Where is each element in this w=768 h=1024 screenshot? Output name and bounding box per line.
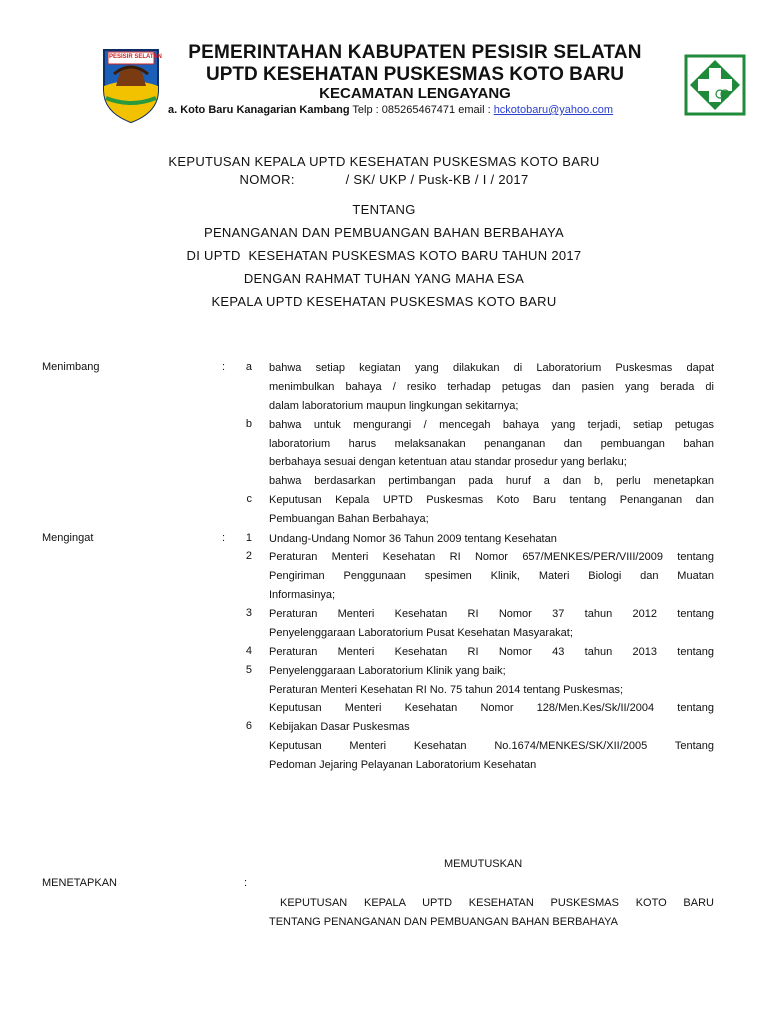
mengingat-line: Keputusan Menteri Kesehatan Nomor 128/Men.Kes/Sk/II/2004 tentang — [269, 702, 714, 714]
regency-logo — [100, 46, 162, 124]
letterhead-address: a. Koto Baru Kanagarian Kambang — [168, 104, 350, 116]
decree-subject-2: DI UPTD KESEHATAN PUSKESMAS KOTO BARU TAHUN 2017 — [186, 248, 582, 263]
mengingat-line: Undang-Undang Nomor 36 Tahun 2009 tentang Kesehatan — [269, 533, 557, 545]
mengingat-marker-3: 3 — [245, 607, 252, 619]
mengingat-line: Pedoman Jejaring Pelayanan Laboratorium Kesehatan — [269, 759, 537, 771]
menetapkan-line-1: KEPUTUSAN KEPALA UPTD KESEHATAN PUSKESMAS KOTO BARU — [280, 897, 714, 909]
letterhead-phone: Telp : 085265467471 email : — [349, 104, 494, 116]
decree-issuer: KEPALA UPTD KESEHATAN PUSKESMAS KOTO BARU — [211, 294, 557, 309]
menetapkan-colon: : — [244, 877, 248, 889]
menimbang-marker-c: c — [246, 493, 252, 505]
menetapkan-line-2: TENTANG PENANGANAN DAN PEMBUANGAN BAHAN BERBAHAYA — [269, 916, 619, 928]
mengingat-line: Peraturan Menteri Kesehatan RI No. 75 tahun 2014 tentang Puskesmas; — [269, 684, 624, 696]
mengingat-line: Penyelenggaraan Laboratorium Pusat Kesehatan Masyarakat; — [269, 627, 573, 639]
mengingat-line: Peraturan Menteri Kesehatan RI Nomor 43 tahun 2013 tentang — [269, 646, 714, 658]
menetapkan-label: MENETAPKAN — [42, 877, 117, 889]
decree-invocation: DENGAN RAHMAT TUHAN YANG MAHA ESA — [243, 271, 525, 286]
mengingat-marker-2: 2 — [245, 550, 252, 562]
puskesmas-logo — [684, 54, 746, 116]
menimbang-colon: : — [222, 361, 226, 373]
mengingat-line: Kebijakan Dasar Puskesmas — [269, 721, 410, 733]
menimbang-line: bahwa setiap kegiatan yang dilakukan di Laboratorium Puskesmas dapat — [269, 362, 714, 374]
mengingat-label: Mengingat — [42, 532, 94, 544]
menimbang-line: dalam laboratorium maupun lingkungan sekitarnya; — [269, 400, 519, 412]
decree-tentang: TENTANG — [352, 202, 416, 217]
mengingat-marker-4: 4 — [245, 645, 252, 657]
mengingat-colon: : — [222, 532, 226, 544]
menimbang-line: Pembuangan Bahan Berbahaya; — [269, 513, 429, 525]
decree-number: NOMOR: / SK/ UKP / Pusk-KB / I / 2017 — [239, 172, 529, 187]
mengingat-line: Keputusan Menteri Kesehatan No.1674/MENKES/SK/XII/2005 Tentang — [269, 740, 714, 752]
letterhead-line-1: PEMERINTAHAN KABUPATEN PESISIR SELATAN — [188, 42, 642, 63]
mengingat-line: Informasinya; — [269, 589, 336, 601]
menimbang-marker-a: a — [245, 361, 252, 373]
menimbang-line: bahwa berdasarkan pertimbangan pada huruf a dan b, perlu menetapkan — [269, 475, 714, 487]
mengingat-line: Peraturan Menteri Kesehatan RI Nomor 657/MENKES/PER/VIII/2009 tentang — [269, 551, 714, 563]
mengingat-line: Penyelenggaraan Laboratorium Klinik yang baik; — [269, 665, 506, 677]
menimbang-line: bahwa untuk mengurangi / mencegah bahaya yang terjadi, setiap petugas — [269, 419, 714, 431]
menimbang-label: Menimbang — [42, 361, 100, 373]
letterhead-line-2: UPTD KESEHATAN PUSKESMAS KOTO BARU — [205, 64, 625, 85]
menimbang-marker-b: b — [245, 418, 252, 430]
letterhead-line-3: KECAMATAN LENGAYANG — [319, 85, 511, 102]
mengingat-marker-6: 6 — [245, 720, 252, 732]
memutuskan-heading: MEMUTUSKAN — [444, 858, 523, 870]
mengingat-marker-1: 1 — [245, 532, 252, 544]
menimbang-line: laboratorium harus melaksanakan penanganan dan pembuangan bahan — [269, 438, 714, 450]
mengingat-marker-5: 5 — [245, 664, 252, 676]
decree-subject-1: PENANGANAN DAN PEMBUANGAN BAHAN BERBAHAYA — [203, 225, 564, 240]
mengingat-line: Pengiriman Penggunaan spesimen Klinik, Materi Biologi dan Muatan — [269, 570, 714, 582]
menimbang-line: Keputusan Kepala UPTD Puskesmas Koto Baru tentang Penanganan dan — [269, 494, 714, 506]
letterhead-email-link[interactable]: hckotobaru@yahoo.com — [493, 104, 614, 116]
menimbang-line: menimbulkan bahaya / resiko terhadap petugas dan pasien yang berada di — [269, 381, 714, 393]
regency-logo-text: PESISIR SELATAN — [109, 54, 162, 60]
letterhead-contact — [168, 104, 668, 116]
menimbang-line: berbahaya sesuai dengan ketentuan atau standar prosedur yang berlaku; — [269, 456, 627, 468]
mengingat-line: Peraturan Menteri Kesehatan RI Nomor 37 tahun 2012 tentang — [269, 608, 714, 620]
decree-title: KEPUTUSAN KEPALA UPTD KESEHATAN PUSKESMAS KOTO BARU — [168, 154, 600, 169]
